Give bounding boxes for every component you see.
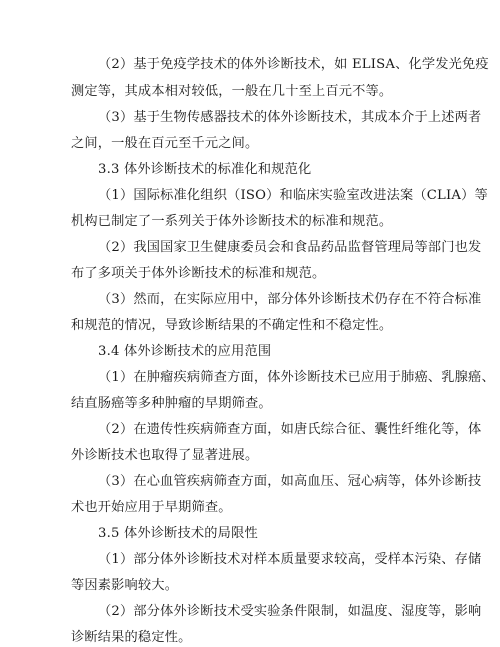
section-heading: 3.4 体外诊断技术的应用范围 <box>98 344 272 359</box>
paragraph-line: （1）国际标准化组织（ISO）和临床实验室改进法案（CLIA）等 <box>98 188 488 203</box>
paragraph-line: 等因素影响较大。 <box>71 578 179 593</box>
paragraph-line: （2）基于免疫学技术的体外诊断技术，如 ELISA、化学发光免疫 <box>98 57 489 72</box>
paragraph-line: 和规范的情况，导致诊断结果的不确定性和不稳定性。 <box>71 318 393 333</box>
section-heading: 3.5 体外诊断技术的局限性 <box>98 526 258 541</box>
paragraph-line: 测定等，其成本相对较低，一般在几十至上百元不等。 <box>71 84 393 99</box>
section-heading: 3.3 体外诊断技术的标准化和规范化 <box>98 162 312 177</box>
paragraph-line: （1）在肿瘤疾病筛查方面，体外诊断技术已应用于肺癌、乳腺癌、 <box>98 370 495 385</box>
paragraph-line: （1）部分体外诊断技术对样本质量要求较高，受样本污染、存储 <box>98 552 482 567</box>
paragraph-line: 之间，一般在百元至千元之间。 <box>71 136 259 151</box>
paragraph-line: 术也开始应用于早期筛查。 <box>71 500 232 515</box>
paragraph-line: （3）然而，在实际应用中，部分体外诊断技术仍存在不符合标准 <box>98 292 482 307</box>
paragraph-line: 外诊断技术也取得了显著进展。 <box>71 448 259 463</box>
paragraph-line: （2）部分体外诊断技术受实验条件限制，如温度、湿度等，影响 <box>98 604 482 619</box>
paragraph-line: （3）在心血管疾病筛查方面，如高血压、冠心病等，体外诊断技 <box>98 474 482 489</box>
paragraph-line: 机构已制定了一系列关于体外诊断技术的标准和规范。 <box>71 214 393 229</box>
paragraph-line: （2）在遗传性疾病筛查方面，如唐氏综合征、囊性纤维化等，体 <box>98 422 482 437</box>
paragraph-line: （3）基于生物传感器技术的体外诊断技术，其成本介于上述两者 <box>98 110 482 125</box>
paragraph-line: 结直肠癌等多种肿瘤的早期筛查。 <box>71 396 272 411</box>
paragraph-line: 诊断结果的稳定性。 <box>71 630 192 645</box>
paragraph-line: 布了多项关于体外诊断技术的标准和规范。 <box>71 266 326 281</box>
paragraph-line: （2）我国国家卫生健康委员会和食品药品监督管理局等部门也发 <box>98 240 482 255</box>
